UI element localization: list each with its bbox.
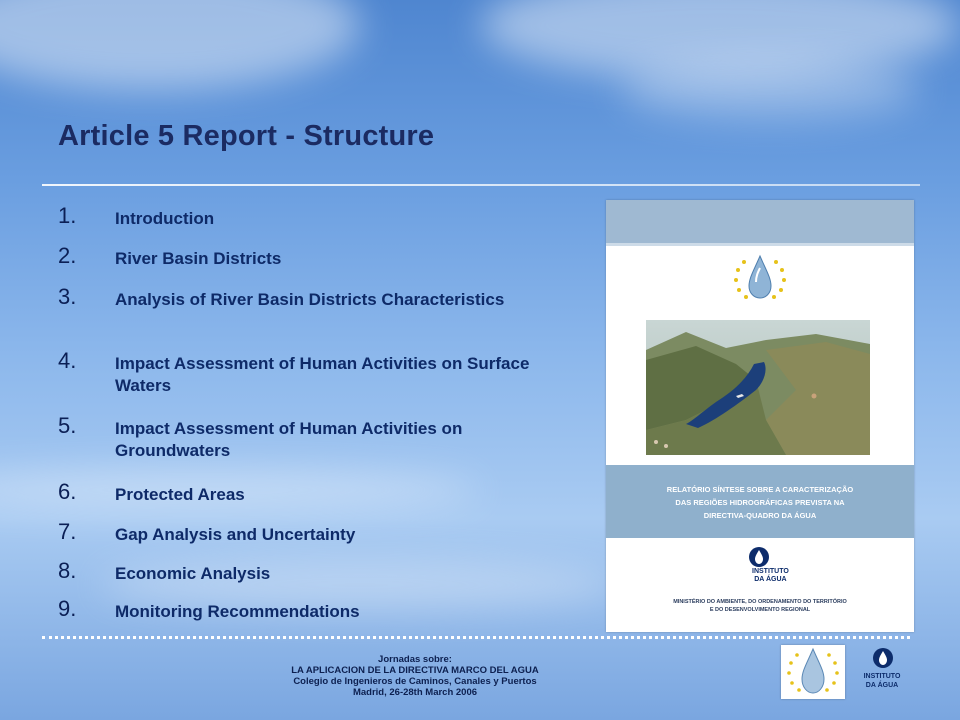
footer-text bbox=[250, 654, 580, 698]
water-drop-logo-icon bbox=[730, 252, 790, 304]
cover-stripe bbox=[606, 243, 914, 246]
agenda-item-label: Analysis of River Basin Districts Characteristics bbox=[115, 290, 505, 309]
agenda-item-number: 8. bbox=[58, 558, 77, 583]
footer-line: Colegio de Ingenieros de Caminos, Canales y Puertos bbox=[293, 676, 537, 687]
cover-title-text bbox=[606, 483, 914, 522]
institute-logo-line: DA ÁGUA bbox=[865, 682, 899, 689]
footer-line: Madrid, 26-28th March 2006 bbox=[352, 687, 478, 698]
cover-top-bar bbox=[606, 200, 914, 243]
agenda-item-label: Monitoring Recommendations bbox=[115, 602, 360, 621]
agenda-item-label: Economic Analysis bbox=[115, 564, 271, 583]
agenda-item-label: Protected Areas bbox=[115, 485, 245, 504]
agenda-item-number: 3. bbox=[58, 284, 77, 309]
slide-title: Article 5 Report - Structure bbox=[58, 120, 435, 152]
agenda-item-number: 1. bbox=[58, 203, 77, 228]
cover-title-line: DIRECTIVA-QUADRO DA ÁGUA bbox=[703, 511, 817, 520]
title-divider bbox=[42, 184, 920, 186]
agenda-item-label: Impact Assessment of Human Activities on Groundwaters bbox=[115, 419, 463, 460]
institute-logo-line: INSTITUTO bbox=[863, 673, 901, 680]
agenda-item-number: 2. bbox=[58, 243, 77, 268]
cover-ministry-line: MINISTÉRIO DO AMBIENTE, DO ORDENAMENTO DO TERRITÓRIO bbox=[673, 599, 847, 605]
agenda-item-number: 4. bbox=[58, 348, 77, 373]
agenda-item-number: 6. bbox=[58, 479, 77, 504]
footer-divider bbox=[42, 636, 910, 639]
institute-logo-icon bbox=[871, 647, 895, 669]
agenda-item-label: River Basin Districts bbox=[115, 249, 282, 268]
agenda-item-number: 7. bbox=[58, 519, 77, 544]
cover-institute-line: INSTITUTO bbox=[752, 568, 789, 575]
agenda-item-label: Gap Analysis and Uncertainty bbox=[115, 525, 356, 544]
institute-logo-icon bbox=[747, 546, 771, 568]
cover-institute-line: DA ÁGUA bbox=[754, 576, 787, 583]
cover-title-line: DAS REGIÕES HIDROGRÁFICAS PREVISTA NA bbox=[675, 498, 845, 507]
agenda-item-number: 9. bbox=[58, 596, 77, 621]
cover-ministry-text bbox=[606, 598, 914, 614]
cover-ministry-line: E DO DESENVOLVIMENTO REGIONAL bbox=[709, 607, 811, 613]
river-valley-photo bbox=[646, 320, 870, 455]
report-cover-image bbox=[606, 200, 914, 632]
institute-logo bbox=[852, 645, 912, 699]
footer-line: LA APLICACION DE LA DIRECTIVA MARCO DEL AGUA bbox=[291, 665, 539, 676]
agenda-item-label: Introduction bbox=[115, 209, 215, 228]
cover-institute-name bbox=[752, 568, 789, 584]
cover-title-line: RELATÓRIO SÍNTESE SOBRE A CARACTERIZAÇÃO bbox=[666, 485, 854, 494]
footer-line: Jornadas sobre: bbox=[378, 654, 452, 665]
agenda-item-number: 5. bbox=[58, 413, 77, 438]
water-directive-logo bbox=[781, 645, 845, 699]
agenda-item-label: Impact Assessment of Human Activities on Surface Waters bbox=[115, 354, 530, 395]
water-drop-logo-icon bbox=[781, 645, 845, 699]
